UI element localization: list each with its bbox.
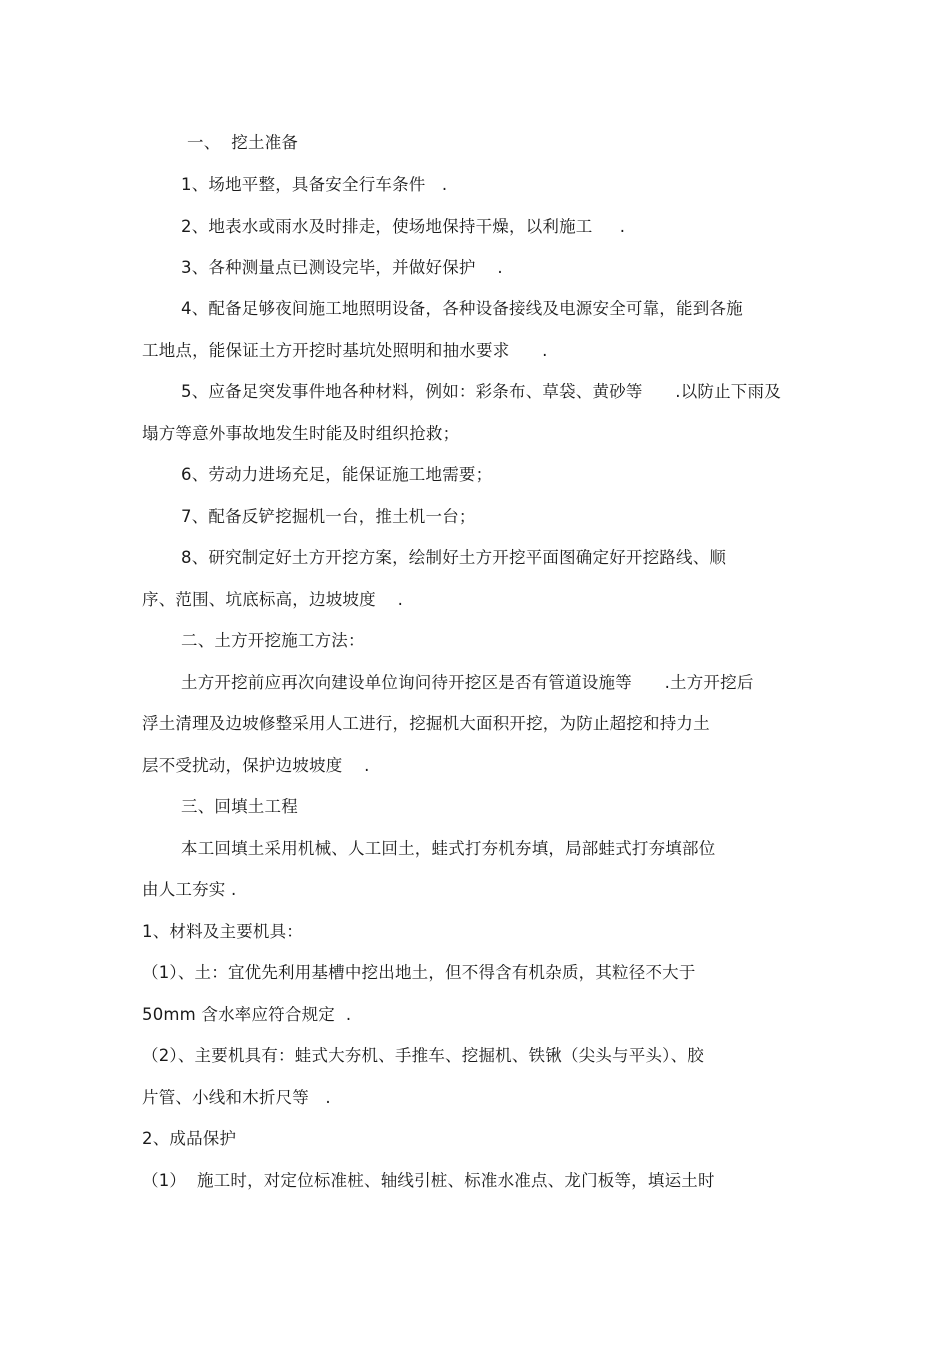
paragraph-line: 浮土清理及边坡修整采用人工进行，挖掘机大面积开挖，为防止超挖和持力土	[142, 714, 710, 733]
paragraph-line: 塌方等意外事故地发生时能及时组织抢救；	[142, 424, 460, 443]
paragraph-line: 土方开挖前应再次向建设单位询问待开挖区是否有管道设施等 .土方开挖后	[181, 673, 754, 692]
paragraph-line: 本工回填土采用机械、人工回土，蛙式打夯机夯填，局部蛙式打夯填部位	[181, 839, 716, 858]
paragraph-line: （1）、土：宜优先利用基槽中挖出地土，但不得含有机杂质，其粒径不大于	[142, 963, 696, 982]
paragraph-line: 5、应备足突发事件地各种材料，例如：彩条布、草袋、黄砂等 .以防止下雨及	[181, 382, 781, 401]
paragraph-line: 由人工夯实 .	[142, 880, 237, 899]
section-heading-excavation-prep: 一、 挖土准备	[187, 133, 299, 152]
paragraph-line: 片管、小线和木折尺等 .	[142, 1088, 331, 1107]
section-heading-backfill: 三、回填土工程	[181, 797, 298, 816]
paragraph-line: 6、劳动力进场充足，能保证施工地需要；	[181, 465, 493, 484]
section-heading-excavation-method: 二、土方开挖施工方法：	[181, 631, 365, 650]
paragraph-line: 8、研究制定好土方开挖方案，绘制好土方开挖平面图确定好开挖路线、顺	[181, 548, 727, 567]
paragraph-line: 序、范围、坑底标高，边坡坡度 .	[142, 590, 404, 609]
subheading-materials: 1、材料及主要机具：	[142, 922, 303, 941]
paragraph-line: 1、场地平整，具备安全行车条件 .	[181, 175, 448, 194]
paragraph-line: 4、配备足够夜间施工地照明设备，各种设备接线及电源安全可靠，能到各施	[181, 299, 743, 318]
paragraph-line: （1） 施工时，对定位标准桩、轴线引桩、标准水准点、龙门板等，填运土时	[142, 1171, 715, 1190]
paragraph-line: 50mm 含水率应符合规定 .	[142, 1005, 352, 1024]
subheading-product-protection: 2、成品保护	[142, 1129, 237, 1148]
paragraph-line: 层不受扰动，保护边坡坡度 .	[142, 756, 370, 775]
paragraph-line: 2、地表水或雨水及时排走，使场地保持干燥，以利施工 .	[181, 217, 626, 236]
paragraph-line: 3、各种测量点已测设完毕，并做好保护 .	[181, 258, 503, 277]
paragraph-line: 工地点，能保证土方开挖时基坑处照明和抽水要求 .	[142, 341, 548, 360]
paragraph-line: （2）、主要机具有：蛙式大夯机、手推车、挖掘机、铁锹（尖头与平头）、胶	[142, 1046, 704, 1065]
paragraph-line: 7、配备反铲挖掘机一台，推土机一台；	[181, 507, 476, 526]
